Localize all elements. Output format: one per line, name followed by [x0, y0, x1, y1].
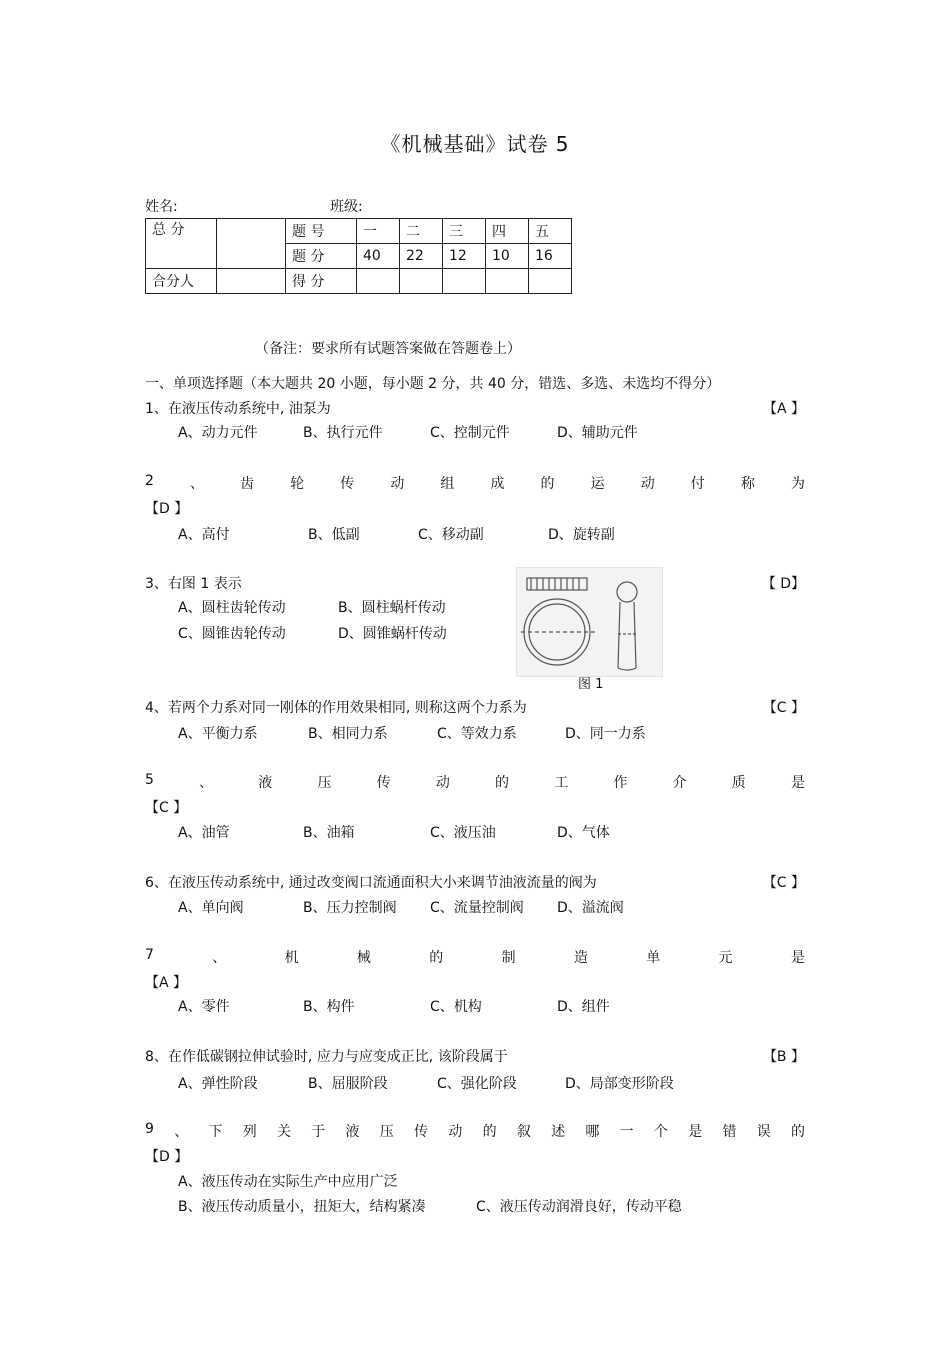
stem-char: 列 [242, 1124, 257, 1140]
q8-answer: 【B 】 [762, 1049, 805, 1065]
option: B、液压传动质量小，扭矩大，结构紧凑 [178, 1199, 426, 1215]
stem-char: 、 [212, 950, 227, 966]
option: D、旋转副 [548, 527, 615, 543]
option: C、机构 [430, 999, 482, 1015]
q7-stem [145, 947, 805, 967]
q4-stem: 4、若两个力系对同一刚体的作用效果相同, 则称这两个力系为 [145, 700, 527, 716]
note: （备注：要求所有试题答案做在答题卷上） [255, 341, 521, 357]
stem-char: 压 [379, 1124, 394, 1140]
points-cell: 12 [443, 244, 486, 269]
q2-answer: 【D 】 [145, 501, 189, 517]
stem-char: 械 [356, 950, 371, 966]
points-cell: 10 [486, 244, 529, 269]
option: D、同一力系 [565, 726, 646, 742]
option: A、零件 [178, 999, 230, 1015]
stem-char: 、 [190, 476, 204, 492]
points-cell: 22 [400, 244, 443, 269]
option: A、圆柱齿轮传动 [178, 600, 286, 616]
got-cell [400, 269, 443, 294]
option: D、溢流阀 [557, 900, 624, 916]
stem-char: 单 [646, 950, 661, 966]
option: A、单向阀 [178, 900, 244, 916]
option: B、构件 [303, 999, 355, 1015]
table-row [146, 269, 572, 294]
stem-char: 2 [145, 473, 154, 489]
points-cell: 40 [357, 244, 400, 269]
option: C、等效力系 [437, 726, 517, 742]
stem-char: 传 [340, 476, 355, 492]
section1-header: 一、单项选择题（本大题共 20 小题，每小题 2 分，共 40 分，错选、多选、未选均不得分） [145, 376, 721, 392]
q6-answer: 【C 】 [762, 875, 805, 891]
stem-char: 动 [640, 476, 655, 492]
stem-char: 液 [258, 775, 273, 791]
section-cell: 二 [400, 219, 443, 244]
section-cell: 三 [443, 219, 486, 244]
stem-char: 成 [490, 476, 505, 492]
stem-char: 称 [740, 476, 755, 492]
option: C、液压油 [430, 825, 496, 841]
score-table [145, 218, 572, 294]
got-cell [486, 269, 529, 294]
figure-1-image [516, 567, 663, 677]
option: C、强化阶段 [437, 1076, 517, 1092]
stem-char: 5 [145, 772, 154, 788]
option: C、流量控制阀 [430, 900, 524, 916]
q3-answer: 【 D】 [761, 576, 805, 592]
option: A、平衡力系 [178, 726, 258, 742]
stem-char: 下 [208, 1124, 223, 1140]
stem-char: 制 [501, 950, 516, 966]
option: D、气体 [557, 825, 610, 841]
stem-char: 组 [440, 476, 455, 492]
stem-char: 质 [731, 775, 746, 791]
option: A、液压传动在实际生产中应用广泛 [178, 1174, 398, 1190]
stem-char: 压 [317, 775, 332, 791]
stem-char: 误 [756, 1124, 771, 1140]
stem-char: 述 [551, 1124, 566, 1140]
option: A、弹性阶段 [178, 1076, 258, 1092]
option: A、油管 [178, 825, 230, 841]
option: B、油箱 [303, 825, 355, 841]
got-cell [529, 269, 572, 294]
q-no-label: 题 号 [286, 219, 357, 244]
stem-char: 齿 [240, 476, 255, 492]
name-label: 姓名: [145, 199, 178, 215]
stem-char: 传 [414, 1124, 429, 1140]
q9-answer: 【D 】 [145, 1149, 189, 1165]
page-title: 《机械基础》试卷 5 [380, 132, 570, 156]
stem-char: 是 [790, 950, 805, 966]
option: C、移动副 [418, 527, 484, 543]
stem-char: 9 [145, 1121, 154, 1137]
option: D、辅助元件 [557, 425, 638, 441]
stem-char: 叙 [516, 1124, 531, 1140]
stem-char: 错 [722, 1124, 737, 1140]
q5-stem [145, 772, 805, 792]
stem-char: 的 [429, 950, 444, 966]
option: B、压力控制阀 [303, 900, 397, 916]
option: C、控制元件 [430, 425, 510, 441]
q4-answer: 【C 】 [762, 700, 805, 716]
stem-char: 是 [790, 775, 805, 791]
q1-stem: 1、在液压传动系统中, 油泵为 [145, 401, 331, 417]
table-row [146, 219, 572, 244]
option: C、圆锥齿轮传动 [178, 626, 286, 642]
q1-answer: 【A 】 [762, 401, 805, 417]
q2-stem [145, 473, 805, 493]
stem-char: 、 [174, 1124, 189, 1140]
stem-char: 传 [376, 775, 391, 791]
stem-char: 的 [482, 1124, 497, 1140]
q9-stem [145, 1121, 805, 1141]
stem-char: 是 [688, 1124, 703, 1140]
option: B、屈服阶段 [308, 1076, 388, 1092]
stem-char: 的 [495, 775, 510, 791]
option: A、动力元件 [178, 425, 258, 441]
stem-char: 动 [435, 775, 450, 791]
points-cell: 16 [529, 244, 572, 269]
q6-stem: 6、在液压传动系统中, 通过改变阀口流通面积大小来调节油液流量的阀为 [145, 875, 597, 891]
stem-char: 介 [672, 775, 687, 791]
got-cell [443, 269, 486, 294]
stem-char: 作 [613, 775, 628, 791]
option: B、低副 [308, 527, 360, 543]
option: B、执行元件 [303, 425, 383, 441]
q3-stem: 3、右图 1 表示 [145, 576, 242, 592]
stem-char: 运 [590, 476, 605, 492]
total-label: 总 分 [146, 219, 217, 269]
worm-gear-sketch [517, 568, 662, 676]
checker-value [217, 269, 286, 294]
got-cell [357, 269, 400, 294]
stem-char: 的 [790, 1124, 805, 1140]
stem-char: 造 [573, 950, 588, 966]
stem-char: 动 [390, 476, 405, 492]
stem-char: 7 [145, 947, 154, 963]
option: C、液压传动润滑良好，传动平稳 [476, 1199, 682, 1215]
stem-char: 液 [345, 1124, 360, 1140]
stem-char: 于 [311, 1124, 326, 1140]
option: D、组件 [557, 999, 610, 1015]
stem-char: 机 [284, 950, 299, 966]
q-score-label: 题 分 [286, 244, 357, 269]
section-cell: 一 [357, 219, 400, 244]
stem-char: 为 [790, 476, 805, 492]
got-label: 得 分 [286, 269, 357, 294]
stem-char: 哪 [585, 1124, 600, 1140]
option: A、高付 [178, 527, 230, 543]
section-cell: 五 [529, 219, 572, 244]
q8-stem: 8、在作低碳钢拉伸试验时, 应力与应变成正比, 该阶段属于 [145, 1049, 508, 1065]
stem-char: 的 [540, 476, 555, 492]
option: D、圆锥蜗杆传动 [338, 626, 447, 642]
option: B、相同力系 [308, 726, 388, 742]
section-cell: 四 [486, 219, 529, 244]
option: B、圆柱蜗杆传动 [338, 600, 446, 616]
figure-caption: 图 1 [578, 677, 604, 692]
stem-char: 工 [554, 775, 569, 791]
q7-answer: 【A 】 [145, 975, 188, 991]
stem-char: 元 [718, 950, 733, 966]
stem-char: 付 [690, 476, 705, 492]
stem-char: 、 [199, 775, 214, 791]
stem-char: 一 [619, 1124, 634, 1140]
stem-char: 个 [653, 1124, 668, 1140]
total-value [217, 219, 286, 269]
class-label: 班级: [330, 199, 363, 215]
q5-answer: 【C 】 [145, 800, 188, 816]
stem-char: 关 [276, 1124, 291, 1140]
stem-char: 轮 [290, 476, 305, 492]
checker-label: 合分人 [146, 269, 217, 294]
stem-char: 动 [448, 1124, 463, 1140]
option: D、局部变形阶段 [565, 1076, 674, 1092]
